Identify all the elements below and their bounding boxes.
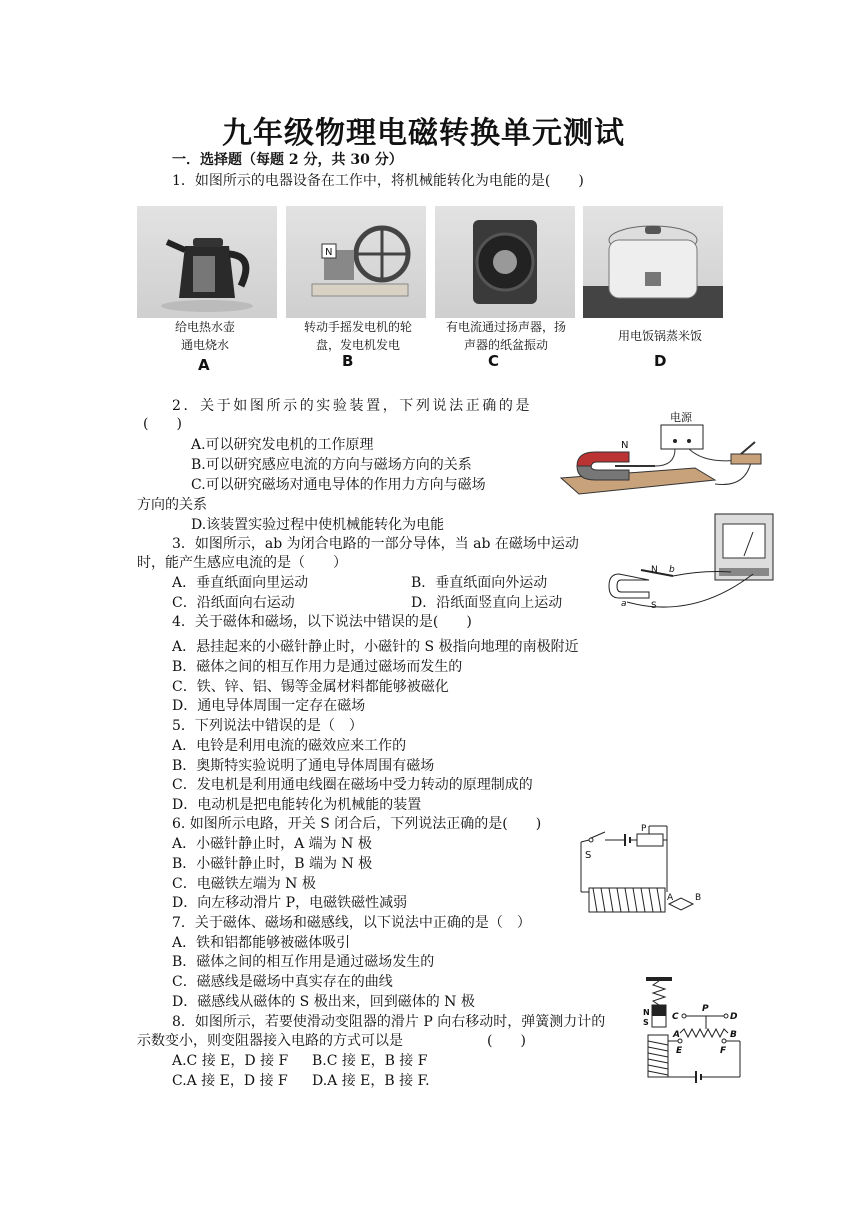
- q2-option-b: B.可以研究感应电流的方向与磁场方向的关系: [191, 457, 472, 473]
- q4-option-c: C．铁、锌、铝、锡等金属材料都能够被磁化: [172, 679, 449, 695]
- q4-stem: 4．关于磁体和磁场，以下说法中错误的是( ): [172, 614, 472, 630]
- kettle-photo: [137, 206, 277, 318]
- q8-stem-cont: 示数变小，则变阻器接入电路的方式可以是: [137, 1033, 403, 1049]
- q6-figure: [575, 822, 715, 922]
- q8-fig-n: N: [643, 1008, 650, 1017]
- q2-option-c-cont: 方向的关系: [137, 497, 207, 513]
- caption-b: [288, 318, 428, 354]
- q3-fig-s: S: [651, 601, 657, 611]
- q5-option-d: D．电动机是把电能转化为机械能的装置: [172, 797, 422, 813]
- speaker-photo: [435, 206, 575, 318]
- q2-stem: 2．关于如图所示的实验装置，下列说法正确的是: [172, 398, 533, 414]
- caption-a-line2: 通电烧水: [180, 338, 229, 352]
- q8-fig-c: C: [672, 1012, 679, 1022]
- letter-d: D: [654, 352, 667, 370]
- q5-option-c: C．发电机是利用通电线圈在磁场中受力转动的原理制成的: [172, 777, 533, 793]
- q6-fig-a: A: [667, 893, 674, 903]
- q3-option-b: B．垂直纸面向外运动: [411, 575, 548, 591]
- q3-option-d: D．沿纸面竖直向上运动: [411, 595, 563, 611]
- q8-fig-f: F: [720, 1046, 727, 1056]
- q7-option-c: C．磁感线是磁场中真实存在的曲线: [172, 974, 393, 990]
- q3-fig-b: b: [669, 565, 675, 575]
- q6-option-b: B．小磁针静止时，B 端为 N 极: [172, 856, 373, 872]
- q3-fig-a: a: [621, 599, 627, 609]
- q5-option-a: A．电铃是利用电流的磁效应来工作的: [172, 738, 407, 754]
- hand-generator-photo: [286, 206, 426, 318]
- caption-d: [600, 327, 720, 345]
- q2-option-c: C.可以研究磁场对通电导体的作用力方向与磁场: [191, 477, 486, 493]
- q6-option-c: C．电磁铁左端为 N 极: [172, 876, 316, 892]
- q1-stem: 1．如图所示的电器设备在工作中，将机械能转化为电能的是( ): [172, 173, 584, 189]
- svg-text:N: N: [325, 247, 333, 258]
- letter-c: C: [488, 352, 500, 370]
- q5-stem: 5．下列说法中错误的是（ ）: [172, 718, 363, 734]
- letter-b: B: [342, 352, 354, 370]
- q6-option-a: A．小磁针静止时，A 端为 N 极: [172, 836, 372, 852]
- q8-paren: ( ): [487, 1033, 526, 1049]
- q6-stem: 6. 如图所示电路，开关 S 闭合后，下列说法正确的是( ): [172, 816, 542, 832]
- q7-option-a: A．铁和铝都能够被磁体吸引: [172, 935, 351, 951]
- q4-option-a: A．悬挂起来的小磁针静止时，小磁针的 S 极指向地理的南极附近: [172, 639, 579, 655]
- page-title: 九年级物理电磁转换单元测试: [222, 116, 625, 151]
- section-heading: 一．选择题（每题 2 分，共 30 分）: [172, 152, 403, 168]
- caption-b-line2: 盘，发电机发电: [315, 338, 400, 352]
- q3-stem: 3．如图所示，ab 为闭合电路的一部分导体，当 ab 在磁场中运动: [172, 536, 579, 552]
- q8-fig-d: D: [730, 1012, 738, 1022]
- q3-figure: [603, 510, 778, 615]
- q3-option-c: C．沿纸面向右运动: [172, 595, 295, 611]
- q8-fig-s: S: [643, 1018, 649, 1027]
- letter-a: A: [198, 356, 210, 374]
- q8-option-d: D.A 接 E，B 接 F.: [312, 1073, 430, 1089]
- caption-d-line1: 用电饭锅蒸米饭: [617, 329, 702, 343]
- q7-option-b: B．磁体之间的相互作用是通过磁场发生的: [172, 954, 435, 970]
- q8-option-b: B.C 接 E，B 接 F: [312, 1053, 428, 1069]
- q2-option-d: D.该装置实验过程中使机械能转化为电能: [191, 517, 445, 533]
- q8-stem: 8．如图所示，若要使滑动变阻器的滑片 P 向右移动时，弹簧测力计的: [172, 1014, 606, 1030]
- q8-fig-p: P: [702, 1004, 709, 1014]
- caption-b-line1: 转动手摇发电机的轮: [303, 320, 412, 334]
- q2-paren: ( ): [143, 416, 182, 432]
- q8-fig-b: B: [730, 1030, 737, 1040]
- rice-cooker-photo: [583, 206, 723, 318]
- q8-option-a: A.C 接 E，D 接 F: [172, 1053, 289, 1069]
- caption-c: [432, 318, 580, 354]
- q3-stem-cont: 时，能产生感应电流的是（ ）: [137, 555, 347, 571]
- q2-fig-power-label: 电源: [670, 411, 692, 424]
- q6-fig-b: B: [695, 893, 702, 903]
- caption-a: [145, 318, 265, 354]
- caption-c-line2: 声器的纸盆振动: [463, 338, 548, 352]
- q7-stem: 7．关于磁体、磁场和磁感线，以下说法中正确的是（ ）: [172, 915, 531, 931]
- q7-option-d: D．磁感线从磁体的 S 极出来，回到磁体的 N 极: [172, 994, 475, 1010]
- q8-option-c: C.A 接 E，D 接 F: [172, 1073, 288, 1089]
- q2-option-a: A.可以研究发电机的工作原理: [191, 437, 374, 453]
- q6-fig-s: S: [585, 850, 592, 861]
- q6-option-d: D．向左移动滑片 P，电磁铁磁性减弱: [172, 895, 408, 911]
- q2-fig-n-label: N: [621, 440, 629, 451]
- q6-fig-p: P: [641, 824, 647, 834]
- caption-a-line1: 给电热水壶: [174, 320, 235, 334]
- q4-option-d: D．通电导体周围一定存在磁场: [172, 698, 366, 714]
- q3-fig-n: N: [651, 565, 658, 575]
- q5-option-b: B．奥斯特实验说明了通电导体周围有磁场: [172, 758, 435, 774]
- q4-option-b: B．磁体之间的相互作用力是通过磁场而发生的: [172, 659, 463, 675]
- q8-figure: [640, 975, 755, 1085]
- q8-fig-a: A: [673, 1030, 680, 1040]
- caption-c-line1: 有电流通过扬声器，扬: [445, 320, 566, 334]
- q2-figure: [555, 408, 770, 503]
- q8-fig-e: E: [676, 1046, 683, 1056]
- q3-option-a: A．垂直纸面向里运动: [172, 575, 309, 591]
